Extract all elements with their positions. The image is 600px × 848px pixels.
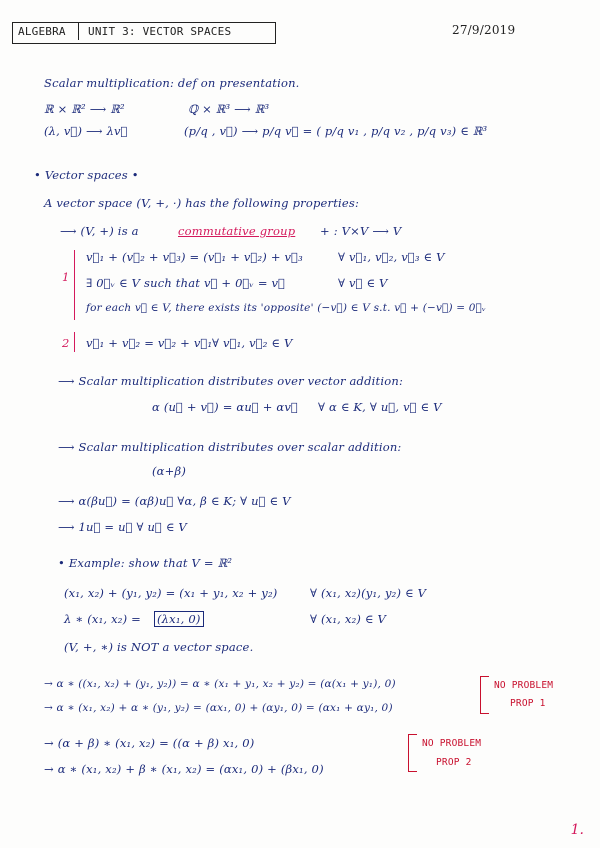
line-identity: ⟶ 1u⃗ = u⃗ ∀ u⃗ ∈ V [58,520,187,534]
header-subject: ALGEBRA [18,25,66,38]
line-ex-addition: (x₁, x₂) + (y₁, y₂) = (x₁ + y₁, x₂ + y₂) [64,586,278,600]
line-vector-space-def: A vector space (V, +, ·) has the following properties: [44,196,360,210]
line-distrib-vector: ⟶ Scalar multiplication distributes over vector addition: [58,374,404,388]
line-neutral: ∃ 0⃗ᵥ ∈ V such that v⃗ + 0⃗ᵥ = v⃗ [86,276,286,290]
line-prop1-left: → α ∗ ((x₁, x₂) + (y₁, y₂)) = α ∗ (x₁ + y₁, x₂ + y₂) = (α(x₁ + y₁), 0) [44,678,396,690]
line-scalar-mult-def: Scalar multiplication: def on presentation. [44,76,300,90]
brace-label-2: 2 [62,336,70,350]
line-not-vector-space: (V, +, ∗) is NOT a vector space. [64,640,254,654]
line-lambda-map: (λ, v⃗) ⟶ λv⃗ [44,124,128,138]
brace-2 [74,332,75,352]
line-ex-scalar-boxed: (λx₁, 0) [154,611,204,627]
line-ex-addition-quant: ∀ (x₁, x₂)(y₁, y₂) ∈ V [310,586,427,600]
line-compat: ⟶ α(βu⃗) = (αβ)u⃗ ∀α, β ∈ K; ∀ u⃗ ∈ V [58,494,291,508]
line-commut: v⃗₁ + v⃗₂ = v⃗₂ + v⃗₁ [86,336,213,350]
note-bracket-2 [408,734,417,772]
line-commutative-intro: ⟶ (V, +) is a [60,224,139,238]
line-prop2-left: → (α + β) ∗ (x₁, x₂) = ((α + β) x₁, 0) [44,736,255,750]
line-pq-map: (p/q , v⃗) ⟶ p/q v⃗ = ( p/q v₁ , p/q v₂ , p/q v₃) ∈ ℝ³ [184,124,488,138]
note-prop-2: PROP 2 [436,757,472,768]
line-commutative-group: commutative group [178,224,296,238]
header-separator [78,22,79,40]
note-no-problem-2: NO PROBLEM [422,738,482,749]
line-distrib-vector-quant: ∀ α ∈ K, ∀ u⃗, v⃗ ∈ V [318,400,442,414]
line-prop2-right: → α ∗ (x₁, x₂) + β ∗ (x₁, x₂) = (αx₁, 0) + (βx₁, 0) [44,762,324,776]
line-plus-op: + : V×V ⟶ V [320,224,402,238]
line-ex-scalar-quant: ∀ (x₁, x₂) ∈ V [310,612,387,626]
line-prop1-right: → α ∗ (x₁, x₂) + α ∗ (y₁, y₂) = (αx₁, 0) + (αy₁, 0) = (αx₁ + αy₁, 0) [44,702,393,714]
note-no-problem-1: NO PROBLEM [494,680,554,691]
line-q-map: ℚ × ℝ³ ⟶ ℝ³ [188,102,270,116]
line-r-map: ℝ × ℝ² ⟶ ℝ² [44,102,125,116]
line-assoc-quant: ∀ v⃗₁, v⃗₂, v⃗₃ ∈ V [338,250,445,264]
line-opposite: for each v⃗ ∈ V, there exists its 'opposite' (−v⃗) ∈ V s.t. v⃗ + (−v⃗) = 0⃗ᵥ [86,302,487,314]
line-distrib-vector-eq: α (u⃗ + v⃗) = αu⃗ + αv⃗ [152,400,298,414]
line-ex-scalar: λ ∗ (x₁, x₂) = [64,612,141,626]
page-number: 1. [570,822,584,838]
header-unit: UNIT 3: VECTOR SPACES [88,25,232,38]
line-alpha-plus-beta: (α+β) [152,464,187,478]
line-assoc: v⃗₁ + (v⃗₂ + v⃗₃) = (v⃗₁ + v⃗₂) + v⃗₃ [86,250,303,264]
brace-1 [74,250,75,320]
line-commut-quant: ∀ v⃗₁, v⃗₂ ∈ V [212,336,293,350]
line-neutral-quant: ∀ v⃗ ∈ V [338,276,388,290]
brace-label-1: 1 [62,270,70,284]
header-date: 27/9/2019 [452,23,516,37]
line-distrib-scalar: ⟶ Scalar multiplication distributes over scalar addition: [58,440,402,454]
line-example: • Example: show that V = ℝ² [58,556,233,570]
note-bracket-1 [480,676,489,714]
section-vector-spaces: • Vector spaces • [34,168,139,182]
note-prop-1: PROP 1 [510,698,546,709]
